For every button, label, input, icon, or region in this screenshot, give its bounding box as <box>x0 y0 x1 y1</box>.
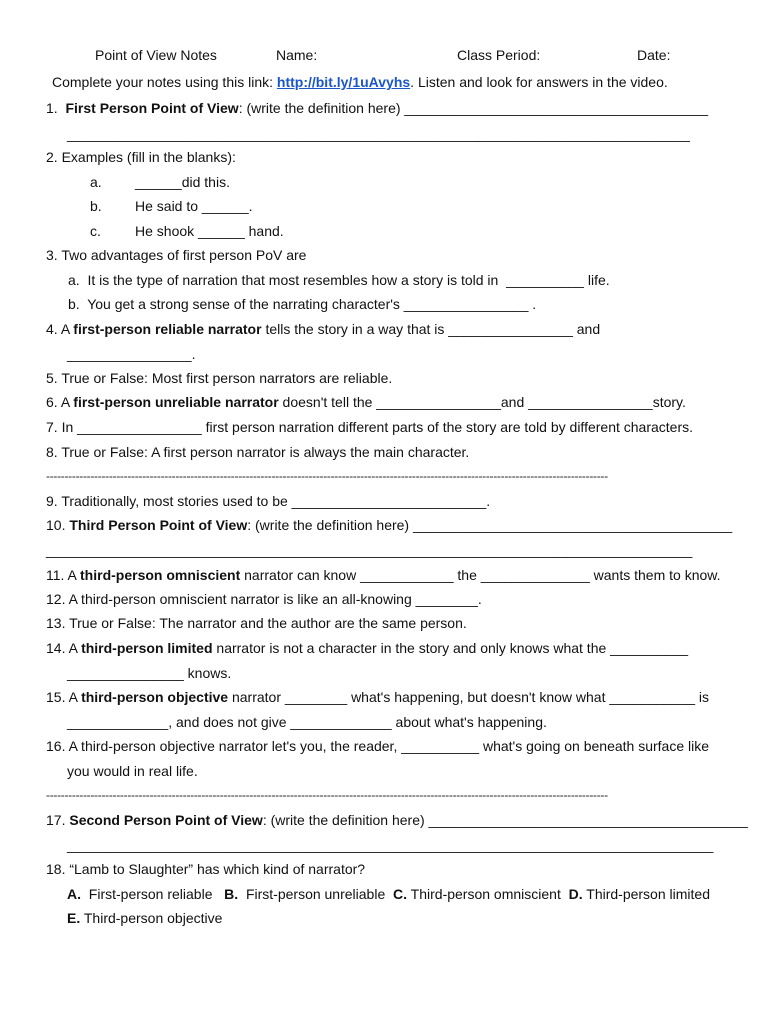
list-item <box>68 271 610 289</box>
question-number: 14. <box>46 640 66 656</box>
question-16 <box>46 737 709 755</box>
answer-line: ___________________________________________________________________________________ <box>67 837 714 853</box>
question-9 <box>46 492 490 510</box>
question-number: 13. <box>46 615 66 631</box>
question-text: A <box>68 640 82 656</box>
option-text: First-person unreliable <box>245 886 386 902</box>
term-third-person-objective: third-person objective <box>81 689 229 705</box>
question-number: 4. <box>46 321 58 337</box>
name-label: Name: <box>276 47 318 63</box>
intro-text-after: . Listen and look for answers in the video. <box>410 74 668 90</box>
question-number: 11. <box>46 567 65 583</box>
question-4 <box>46 320 600 338</box>
question-number: 9. <box>46 493 58 509</box>
question-text: : (write the definition here) _______________________________________ <box>238 100 709 116</box>
answer-line: ________________________________________________________________________________ <box>67 126 690 142</box>
question-8 <box>46 443 469 461</box>
question-number: 6. <box>46 394 58 410</box>
term-first-person-reliable: first-person reliable narrator <box>73 321 262 337</box>
question-text: Traditionally, most stories used to be _________________________. <box>61 493 491 509</box>
question-text: doesn't tell the ________________and ________________story. <box>278 394 686 410</box>
question-7 <box>46 418 693 436</box>
intro-line <box>52 73 668 91</box>
video-link[interactable]: http://bit.ly/1uAvyhs <box>276 74 411 90</box>
question-number: 16. <box>46 738 66 754</box>
term-second-person: Second Person Point of View <box>69 812 263 828</box>
question-text: “Lamb to Slaughter” has which kind of narrator? <box>69 861 366 877</box>
question-number: 2. <box>46 149 58 165</box>
question-14 <box>46 639 688 657</box>
answer-line: _____________, and does not give _____________ about what's happening. <box>67 714 547 730</box>
question-12 <box>46 590 482 608</box>
question-number: 10. <box>46 517 66 533</box>
question-text-continued: you would in real life. <box>67 763 198 779</box>
section-divider: -------------------------------------------------------------------------------------------------------------------------------------------------------- <box>46 788 608 802</box>
question-13 <box>46 614 467 632</box>
question-10 <box>46 516 732 534</box>
question-15 <box>46 688 709 706</box>
question-text: True or False: A first person narrator is always the main character. <box>61 444 470 460</box>
question-number: 18. <box>46 861 66 877</box>
question-text: A <box>64 567 81 583</box>
question-text: : (write the definition here) _________________________________________ <box>247 517 733 533</box>
option-letter: A. <box>67 886 81 902</box>
list-item-text: He said to ______. <box>135 198 253 214</box>
question-number: 5. <box>46 370 58 386</box>
option-text: Third-person omniscient <box>410 886 561 902</box>
question-text: : (write the definition here) _________________________________________ <box>262 812 748 828</box>
option-letter: B. <box>224 886 239 902</box>
question-text: In ________________ first person narration different parts of the story are told by different characters. <box>61 419 694 435</box>
answer-options-row <box>67 885 710 903</box>
question-number: 8. <box>46 444 58 460</box>
question-number: 1. <box>46 100 58 116</box>
worksheet-title: Point of View Notes <box>95 47 217 63</box>
term-third-person-limited: third-person limited <box>81 640 213 656</box>
term-first-person: First Person Point of View <box>65 100 239 116</box>
term-third-person: Third Person Point of View <box>69 517 248 533</box>
question-text: narrator ________ what's happening, but doesn't know what ___________ is <box>228 689 710 705</box>
term-third-person-omniscient: third-person omniscient <box>80 567 241 583</box>
list-item-text: You get a strong sense of the narrating character's ________________ . <box>87 296 537 312</box>
question-number: 12. <box>46 591 66 607</box>
list-item-letter: c. <box>90 223 101 239</box>
date-label: Date: <box>637 47 671 63</box>
question-number: 15. <box>46 689 66 705</box>
question-17 <box>46 811 748 829</box>
list-item-text: It is the type of narration that most resembles how a story is told in __________ life. <box>87 272 610 288</box>
question-1 <box>46 99 708 117</box>
question-text: A <box>60 394 74 410</box>
term-first-person-unreliable: first-person unreliable narrator <box>73 394 279 410</box>
intro-text: Complete your notes using this link: <box>52 74 277 90</box>
answer-options-row <box>67 909 222 927</box>
question-text: True or False: Most first person narrators are reliable. <box>61 370 393 386</box>
answer-line: _______________ knows. <box>67 665 232 681</box>
list-item-text: ______did this. <box>135 174 230 190</box>
question-text: A <box>60 321 74 337</box>
question-text: narrator can know ____________ the ______________ wants them to know. <box>240 567 721 583</box>
question-18 <box>46 860 365 878</box>
question-number: 17. <box>46 812 66 828</box>
question-11 <box>46 566 721 584</box>
question-text: tells the story in a way that is ________________ and <box>261 321 601 337</box>
answer-line: ________________. <box>67 346 196 362</box>
question-text: Two advantages of first person PoV are <box>61 247 307 263</box>
question-5 <box>46 369 392 387</box>
class-period-label: Class Period: <box>457 47 541 63</box>
question-number: 3. <box>46 247 58 263</box>
question-text: A <box>68 689 82 705</box>
question-2 <box>46 148 236 166</box>
question-6 <box>46 393 686 411</box>
list-item-letter: a. <box>90 174 102 190</box>
option-text: Third-person objective <box>83 910 223 926</box>
question-3 <box>46 246 306 264</box>
question-text: A third-person omniscient narrator is like an all-knowing ________. <box>68 591 482 607</box>
list-item-letter: b. <box>68 296 80 312</box>
question-text: narrator is not a character in the story and only knows what the __________ <box>212 640 689 656</box>
option-text: First-person reliable <box>88 886 213 902</box>
list-item-letter: a. <box>68 272 80 288</box>
answer-line: ___________________________________________________________________________________ <box>46 542 693 558</box>
question-number: 7. <box>46 419 58 435</box>
option-letter: E. <box>67 910 81 926</box>
option-letter: D. <box>568 886 583 902</box>
question-text: A third-person objective narrator let's you, the reader, __________ what's going on beneath surface like <box>68 738 710 754</box>
option-text: Third-person limited <box>586 886 710 902</box>
section-divider: -------------------------------------------------------------------------------------------------------------------------------------------------------- <box>46 469 608 483</box>
question-text: Examples (fill in the blanks): <box>61 149 236 165</box>
option-letter: C. <box>393 886 408 902</box>
list-item-text: He shook ______ hand. <box>135 223 284 239</box>
question-text: True or False: The narrator and the author are the same person. <box>69 615 467 631</box>
list-item-letter: b. <box>90 198 102 214</box>
list-item <box>68 295 536 313</box>
